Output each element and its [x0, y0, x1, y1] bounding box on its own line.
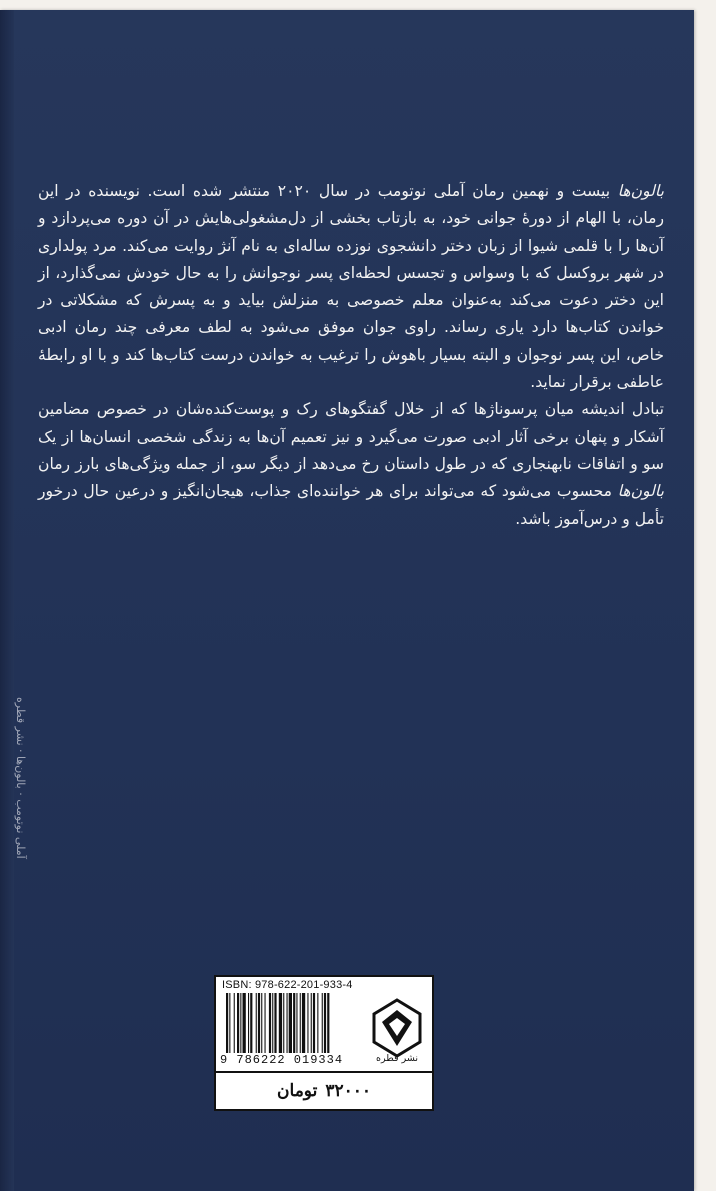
barcode-bar	[229, 993, 230, 1053]
barcode-bar	[293, 993, 295, 1053]
book-title-italic-2: بالون‌ها	[617, 482, 664, 501]
barcode-bar	[269, 993, 271, 1053]
blurb-paragraph-1	[38, 178, 664, 396]
barcode-bar	[240, 993, 241, 1053]
publisher-label: نشر قطره	[376, 1053, 418, 1064]
barcode-bar	[226, 993, 228, 1053]
barcode-bars	[224, 993, 364, 1053]
blurb-p2-text-a: تبادل اندیشه میان پرسوناژها که از خلال گفتگوهای رک و پوست‌کنده‌شان در خصوص مضامین آشکار و پنهان برخی آثار ادبی صورت می‌گیرد و نیز تعمیم آن‌ها به زندگی شخصی انسان‌ها از یک سو و اتفاقات نابهنجاری که در طول داستان رخ می‌دهد از دیگر سو، از جمله ویژگی‌های بارز رمان	[38, 400, 664, 473]
spine-text: آملی نوتومب · بالون‌ها · نشر قطره	[14, 697, 27, 859]
barcode-label	[214, 975, 434, 1111]
barcode-bar	[283, 993, 284, 1053]
blurb-p1-text: بیست و نهمین رمان آملی نوتومب در سال ۲۰۲۰ منتشر شده است. نویسنده در این رمان، با الهام از دورهٔ جوانی خود، به بازتاب بخشی از دل‌مشغولی‌هایش در آن دوره می‌پردازد و آن‌ها را با قلمی شیوا از زبان دختر دانشجوی نوزده ساله‌ای به نام آنژ روایت می‌کند. مرد پولداری در شهر بروکسل که با وسواس و تجسس لحظه‌ای پسر نوجوانش را به حال خودش نمی‌گذارد، از این دختر دعوت می‌کند به‌عنوان معلم خصوصی به منزلش بیاید و به پسرش که مشکلاتی در خواندن کتاب‌ها دارد یاری رساند. راوی جوان موفق می‌شود به لطف معرفی چند رمان ادبی خاص، این پسر نوجوان و البته بسیار باهوش را ترغیب به خواندن درست کتاب‌ها کند و با او رابطهٔ عاطفی برقرار نماید.	[38, 182, 664, 392]
barcode-bar	[317, 993, 318, 1053]
barcode-bar	[302, 993, 305, 1053]
price-row	[216, 1071, 432, 1109]
barcode-bar	[311, 993, 312, 1053]
blurb-text	[38, 178, 664, 533]
barcode-bar	[296, 993, 297, 1053]
barcode-bar	[261, 993, 262, 1053]
blurb-paragraph-2	[38, 396, 664, 532]
book-title-italic: بالون‌ها	[617, 182, 664, 200]
barcode-bar	[307, 993, 308, 1053]
barcode-bar	[258, 993, 260, 1053]
barcode-bar	[289, 993, 292, 1053]
barcode-bar	[327, 993, 329, 1053]
barcode-bar	[272, 993, 273, 1053]
blurb-p2-text-b: محسوب می‌شود که می‌تواند برای هر خواننده‌ای جذاب، هیجان‌انگیز و درعین حال درخور تأمل و درس‌آموز باشد.	[38, 482, 664, 528]
barcode-bar	[250, 993, 252, 1053]
price-amount: ۳۲۰۰۰	[325, 1081, 371, 1101]
barcode-bar	[265, 993, 266, 1053]
barcode-bar	[243, 993, 246, 1053]
barcode-digits: 9 786222 019334	[220, 1053, 344, 1067]
barcode-bar	[287, 993, 288, 1053]
isbn-text: ISBN: 978-622-201-933-4	[222, 979, 353, 991]
spine-edge	[0, 10, 14, 1191]
barcode-bar	[300, 993, 301, 1053]
price-currency: تومان	[277, 1081, 318, 1101]
barcode-bar	[324, 993, 326, 1053]
barcode-bar	[274, 993, 276, 1053]
barcode-bar	[313, 993, 315, 1053]
barcode-bar	[234, 993, 235, 1053]
barcode-bar	[237, 993, 239, 1053]
barcode-bar	[322, 993, 323, 1053]
barcode-bar	[279, 993, 282, 1053]
barcode-bar	[256, 993, 257, 1053]
barcode-bar	[248, 993, 249, 1053]
